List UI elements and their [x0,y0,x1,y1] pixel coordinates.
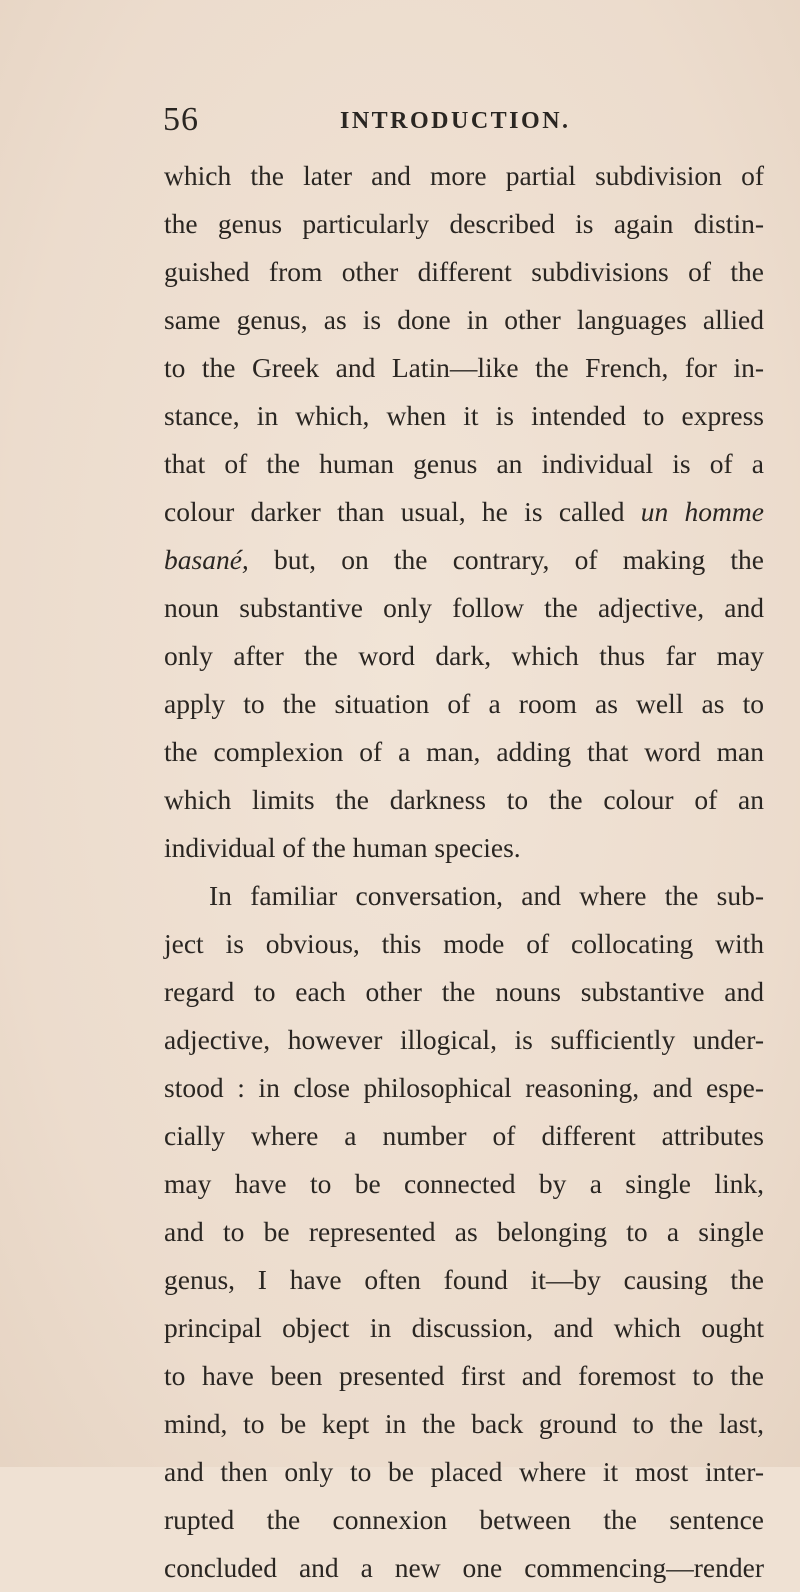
text-line: which the later and more partial subdivision of [164,160,764,191]
text-line: regard to each other the nouns substantive and [164,976,764,1007]
text-line: which limits the darkness to the colour of an [164,784,764,815]
text-line: only after the word dark, which thus far may [164,640,764,671]
text-line: and then only to be placed where it most inter- [164,1456,764,1487]
running-head: INTRODUCTION. [340,108,571,134]
text-segment: colour darker than usual, he is called [164,496,641,527]
text-line: mind, to be kept in the back ground to the last, [164,1408,764,1439]
text-line: adjective, however illogical, is sufficiently under- [164,1024,764,1055]
text-line: noun substantive only follow the adjective, and [164,592,764,623]
text-line: and to be represented as belonging to a single [164,1216,764,1247]
text-line: same genus, as is done in other languages allied [164,304,764,335]
text-line: stood : in close philosophical reasoning, and espe- [164,1072,764,1103]
text-segment: but, on the contrary, of making the [248,544,764,575]
body-text [164,152,764,1592]
paragraph-start-line: In familiar conversation, and where the sub- [209,880,764,911]
text-line: the genus particularly described is again distin- [164,208,764,239]
text-line: stance, in which, when it is intended to express [164,400,764,431]
text-line: genus, I have often found it—by causing the [164,1264,764,1295]
text-line: may have to be connected by a single link, [164,1168,764,1199]
text-line: that of the human genus an individual is of a [164,448,764,479]
text-line: principal object in discussion, and which ought [164,1312,764,1343]
text-line: the complexion of a man, adding that word man [164,736,764,767]
italic-phrase: basané, [164,544,249,575]
text-line [164,536,764,584]
text-line [164,488,764,536]
text-line: guished from other different subdivisions of the [164,256,764,287]
italic-phrase: un homme [640,496,764,527]
page-header [163,100,763,140]
text-line: to the Greek and Latin—like the French, for in- [164,352,764,383]
text-line: to have been presented first and foremost to the [164,1360,764,1391]
text-line: cially where a number of different attributes [164,1120,764,1151]
paragraph-end-line: individual of the human species. [164,832,521,863]
text-line: ject is obvious, this mode of collocating with [164,928,764,959]
text-line: concluded and a new one commencing—render [164,1552,764,1583]
page-number: 56 [163,101,199,138]
text-line: apply to the situation of a room as well as to [164,688,764,719]
text-line: rupted the connexion between the sentence [164,1504,764,1535]
